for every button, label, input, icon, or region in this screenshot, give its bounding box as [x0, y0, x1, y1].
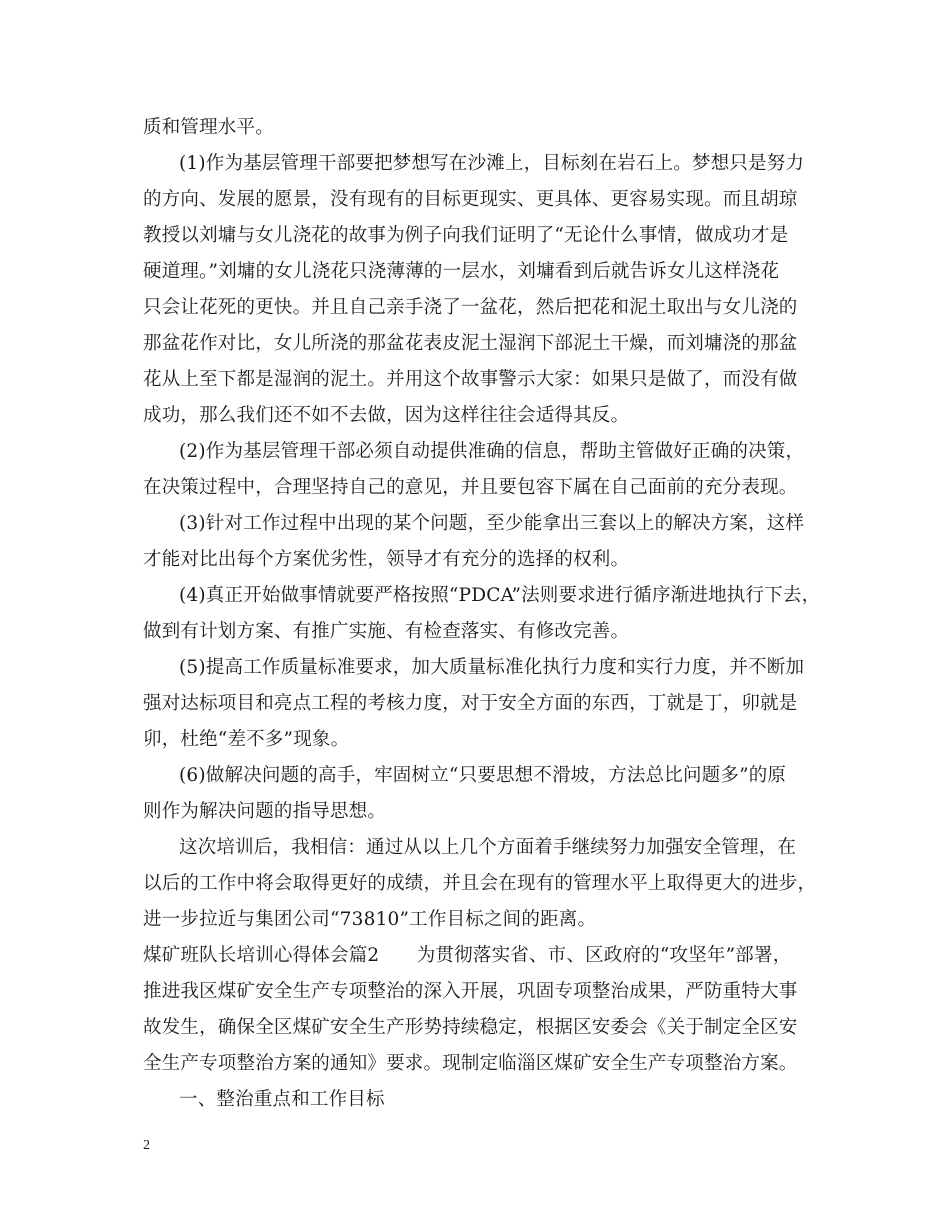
- text-line: 卯，杜绝“差不多”现象。: [143, 729, 350, 750]
- text-line: (6)做解决问题的高手，牢固树立“只要思想不滑坡，方法总比问题多”的原: [179, 765, 787, 786]
- text-line: 推进我区煤矿安全生产专项整治的深入开展，巩固专项整治成果，严防重特大事: [143, 981, 798, 1002]
- text-line: 花从上至下都是湿润的泥土。并用这个故事警示大家：如果只是做了，而没有做: [143, 369, 798, 390]
- text-line: (2)作为基层管理干部必须自动提供准确的信息，帮助主管做好正确的决策，: [179, 441, 805, 462]
- text-line: 质和管理水平。: [143, 117, 274, 138]
- text-line: 教授以刘墉与女儿浇花的故事为例子向我们证明了“无论什么事情，做成功才是: [143, 225, 789, 246]
- text-line: 在决策过程中，合理坚持自己的意见，并且要包容下属在自己面前的充分表现。: [143, 477, 798, 498]
- text-line: 进一步拉近与集团公司“73810”工作目标之间的距离。: [143, 909, 597, 930]
- text-line: 这次培训后，我相信：通过从以上几个方面着手继续努力加强安全管理，在: [179, 837, 797, 858]
- text-line: 煤矿班队长培训心得体会篇2 为贯彻落实省、市、区政府的“攻坚年”部署，: [143, 945, 792, 966]
- text-line: (4)真正开始做事情就要严格按照“PDCA”法则要求进行循序渐进地执行下去，: [179, 585, 821, 606]
- text-line: 的方向、发展的愿景，没有现有的目标更现实、更具体、更容易实现。而且胡琼: [143, 189, 798, 210]
- text-line: (3)针对工作过程中出现的某个问题，至少能拿出三套以上的解决方案，这样: [179, 513, 805, 534]
- text-line: 才能对比出每个方案优劣性，领导才有充分的选择的权利。: [143, 549, 630, 570]
- text-line: (1)作为基层管理干部要把梦想写在沙滩上，目标刻在岩石上。梦想只是努力: [179, 153, 805, 174]
- text-line: 以后的工作中将会取得更好的成绩，并且会在现有的管理水平上取得更大的进步，: [143, 873, 817, 894]
- page-number: 2: [143, 1138, 150, 1153]
- document-body: [143, 110, 823, 1118]
- text-line: 硬道理。”刘墉的女儿浇花只浇薄薄的一层水，刘墉看到后就告诉女儿这样浇花: [143, 261, 780, 282]
- text-line: 则作为解决问题的指导思想。: [143, 801, 387, 822]
- text-line: 一、整治重点和工作目标: [179, 1089, 385, 1110]
- text-line: 强对达标项目和亮点工程的考核力度，对于安全方面的东西，丁就是丁，卯就是: [143, 693, 798, 714]
- text-line: 做到有计划方案、有推广实施、有检查落实、有修改完善。: [143, 621, 630, 642]
- text-line: 故发生，确保全区煤矿安全生产形势持续稳定，根据区安委会《关于制定全区安: [143, 1017, 798, 1038]
- text-line: 全生产专项整治方案的通知》要求。现制定临淄区煤矿安全生产专项整治方案。: [143, 1053, 798, 1074]
- text-line: 那盆花作对比，女儿所浇的那盆花表皮泥土湿润下部泥土干燥，而刘墉浇的那盆: [143, 333, 798, 354]
- text-line: 成功，那么我们还不如不去做，因为这样往往会适得其反。: [143, 405, 630, 426]
- text-line: 只会让花死的更快。并且自己亲手浇了一盆花，然后把花和泥土取出与女儿浇的: [143, 297, 798, 318]
- text-line: (5)提高工作质量标准要求，加大质量标准化执行力度和实行力度，并不断加: [179, 657, 805, 678]
